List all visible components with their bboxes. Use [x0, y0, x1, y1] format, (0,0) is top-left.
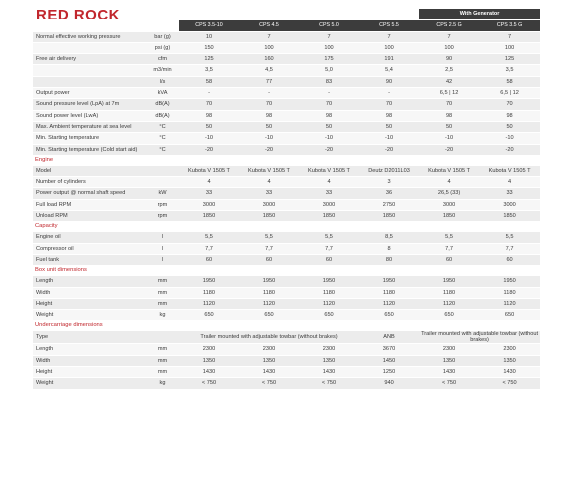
- table-row: [33, 367, 540, 378]
- cell-value: 33: [299, 188, 359, 199]
- column-header: CPS 2.5 G: [419, 20, 479, 31]
- cell-value: 50: [179, 121, 239, 132]
- table-row: [33, 243, 540, 254]
- cell-value: -: [239, 88, 299, 99]
- cell-value: 150: [179, 42, 239, 53]
- cell-value: -: [359, 88, 419, 99]
- cell-value: 3670: [359, 344, 419, 355]
- cell-value: < 750: [419, 378, 479, 389]
- cell-value-span: Trailer mounted with adjustable towbar (without brakes): [179, 331, 359, 344]
- row-unit: l/s: [146, 76, 179, 87]
- cell-value: 1950: [359, 276, 419, 287]
- cell-value: 5,5: [179, 232, 239, 243]
- table-row: [33, 144, 540, 155]
- cell-value: 1430: [419, 367, 479, 378]
- cell-value: Kubota V 1505 T: [179, 165, 239, 176]
- cell-value: 1950: [239, 276, 299, 287]
- table-row-type: [33, 331, 540, 344]
- cell-value: 7: [299, 31, 359, 42]
- cell-value: 3000: [299, 199, 359, 210]
- row-unit: [146, 331, 179, 344]
- cell-value: 1950: [299, 276, 359, 287]
- table-row: [33, 287, 540, 298]
- cell-value: 70: [479, 99, 540, 110]
- cell-value: 5,5: [479, 232, 540, 243]
- section-title: Engine: [33, 155, 540, 165]
- cell-value: 7,7: [419, 243, 479, 254]
- table-row: [33, 211, 540, 222]
- cell-value: 1120: [419, 298, 479, 309]
- cell-value: 650: [419, 310, 479, 321]
- row-unit: kg: [146, 378, 179, 389]
- cell-value: 160: [239, 54, 299, 65]
- table-row: [33, 110, 540, 121]
- cell-value: 1120: [239, 298, 299, 309]
- row-unit: l: [146, 232, 179, 243]
- cell-value: 5,5: [419, 232, 479, 243]
- cell-value: < 750: [479, 378, 540, 389]
- table-row: [33, 188, 540, 199]
- cell-value: 4: [479, 177, 540, 188]
- cell-value: Deutz D2011L03: [359, 165, 419, 176]
- cell-value: Kubota V 1505 T: [419, 165, 479, 176]
- row-unit: dB(A): [146, 99, 179, 110]
- cell-value: 2750: [359, 199, 419, 210]
- row-label: Power output @ normal shaft speed: [33, 188, 146, 199]
- model-header-row: [33, 20, 540, 31]
- table-row: [33, 310, 540, 321]
- cell-value: 60: [479, 254, 540, 265]
- row-unit: rpm: [146, 211, 179, 222]
- row-label: [33, 76, 146, 87]
- cell-value: 4: [179, 177, 239, 188]
- row-label: Weight: [33, 310, 146, 321]
- cell-value: -: [299, 88, 359, 99]
- cell-value: 2300: [239, 344, 299, 355]
- section-header-engine: [33, 155, 540, 165]
- row-unit: [146, 177, 179, 188]
- cell-value: 1350: [179, 355, 239, 366]
- table-row: [33, 276, 540, 287]
- cell-value: 98: [239, 110, 299, 121]
- column-header: CPS 5.0: [299, 20, 359, 31]
- column-header: CPS 5.5: [359, 20, 419, 31]
- cell-value: 70: [179, 99, 239, 110]
- cell-value: 60: [299, 254, 359, 265]
- cell-value: 6,5 | 12: [479, 88, 540, 99]
- cell-value: 70: [419, 99, 479, 110]
- cell-value: 1850: [299, 211, 359, 222]
- cell-value: 1180: [299, 287, 359, 298]
- row-unit: kg: [146, 310, 179, 321]
- cell-value: 100: [239, 42, 299, 53]
- cell-value: 98: [419, 110, 479, 121]
- cell-value: 1950: [419, 276, 479, 287]
- row-label: Unload RPM: [33, 211, 146, 222]
- cell-value: 83: [299, 76, 359, 87]
- cell-value: 5,5: [239, 232, 299, 243]
- row-label: Sound power level (LwA): [33, 110, 146, 121]
- table-row: [33, 165, 540, 176]
- row-label: Model: [33, 165, 146, 176]
- row-unit: kVA: [146, 88, 179, 99]
- row-unit: m3/min: [146, 65, 179, 76]
- row-label: Full load RPM: [33, 199, 146, 210]
- cell-value: 2,5: [419, 65, 479, 76]
- cell-value: 60: [419, 254, 479, 265]
- cell-value: 2300: [179, 344, 239, 355]
- row-label: Min. Starting temperature (Cold start aid): [33, 144, 146, 155]
- row-label: Fuel tank: [33, 254, 146, 265]
- row-label: Width: [33, 287, 146, 298]
- cell-value: 100: [479, 42, 540, 53]
- cell-value: 650: [299, 310, 359, 321]
- row-label: Height: [33, 367, 146, 378]
- cell-value: 2300: [419, 344, 479, 355]
- cell-value: 1950: [479, 276, 540, 287]
- cell-value: 125: [179, 54, 239, 65]
- table-row: [33, 133, 540, 144]
- cell-value: -20: [299, 144, 359, 155]
- row-unit: l: [146, 254, 179, 265]
- cell-value: 60: [179, 254, 239, 265]
- cell-value: 1180: [479, 287, 540, 298]
- row-unit: mm: [146, 298, 179, 309]
- cell-value: 3000: [419, 199, 479, 210]
- section-title: Box unit dimensions: [33, 266, 540, 276]
- section-header-capacity: [33, 222, 540, 232]
- cell-value: 98: [359, 110, 419, 121]
- row-label: Free air delivery: [33, 54, 146, 65]
- row-label: Output power: [33, 88, 146, 99]
- cell-value: 650: [179, 310, 239, 321]
- cell-value: 100: [299, 42, 359, 53]
- column-header: CPS 4.5: [239, 20, 299, 31]
- cell-value: 1430: [179, 367, 239, 378]
- cell-value: 60: [239, 254, 299, 265]
- cell-value: 50: [359, 121, 419, 132]
- cell-value: 33: [479, 188, 540, 199]
- cell-value: 1120: [299, 298, 359, 309]
- cell-value: 3: [359, 177, 419, 188]
- row-label: Sound pressure level (LpA) at 7m: [33, 99, 146, 110]
- cell-value: 7,7: [299, 243, 359, 254]
- table-row: [33, 88, 540, 99]
- row-unit: bar (g): [146, 31, 179, 42]
- cell-value: -10: [299, 133, 359, 144]
- row-unit: °C: [146, 144, 179, 155]
- cell-value: 26,5 (33): [419, 188, 479, 199]
- cell-value: -: [179, 88, 239, 99]
- cell-value: < 750: [179, 378, 239, 389]
- cell-value: Kubota V 1505 T: [239, 165, 299, 176]
- cell-value: 50: [299, 121, 359, 132]
- cell-value: 80: [359, 254, 419, 265]
- row-label: Normal effective working pressure: [33, 31, 146, 42]
- cell-value: 2300: [479, 344, 540, 355]
- cell-value: 36: [359, 188, 419, 199]
- row-label: [33, 65, 146, 76]
- cell-value: 1450: [359, 355, 419, 366]
- row-unit: cfm: [146, 54, 179, 65]
- cell-value: -10: [239, 133, 299, 144]
- cell-value: 4: [419, 177, 479, 188]
- cell-value: 1180: [239, 287, 299, 298]
- table-row: [33, 177, 540, 188]
- row-unit: psi (g): [146, 42, 179, 53]
- row-label: Length: [33, 344, 146, 355]
- cell-value: 70: [299, 99, 359, 110]
- row-label: [33, 42, 146, 53]
- cell-value: 4: [239, 177, 299, 188]
- row-unit: dB(A): [146, 110, 179, 121]
- cell-value: 1350: [419, 355, 479, 366]
- cell-value: 1430: [299, 367, 359, 378]
- cell-value: 5,0: [299, 65, 359, 76]
- cell-value: 70: [239, 99, 299, 110]
- cell-value: 650: [479, 310, 540, 321]
- cell-value: Kubota V 1505 T: [479, 165, 540, 176]
- spec-table: [33, 9, 540, 390]
- cell-value: 1850: [419, 211, 479, 222]
- table-row: [33, 42, 540, 53]
- table-row: [33, 76, 540, 87]
- cell-value: 650: [359, 310, 419, 321]
- cell-value: 58: [179, 76, 239, 87]
- row-unit: mm: [146, 367, 179, 378]
- row-label: Engine oil: [33, 232, 146, 243]
- section-title: Capacity: [33, 222, 540, 232]
- row-label: Compressor oil: [33, 243, 146, 254]
- row-label: Type: [33, 331, 146, 344]
- row-unit: [146, 165, 179, 176]
- section-header-undercarriage: [33, 321, 540, 331]
- cell-value: 4: [299, 177, 359, 188]
- column-header: CPS 3.5-10: [179, 20, 239, 31]
- cell-value: 7: [419, 31, 479, 42]
- row-unit: l: [146, 243, 179, 254]
- cell-value: 50: [479, 121, 540, 132]
- cell-value: 1250: [359, 367, 419, 378]
- table-row: [33, 121, 540, 132]
- cell-value: 125: [479, 54, 540, 65]
- cell-value: ANB: [359, 331, 419, 344]
- cell-value: 1180: [419, 287, 479, 298]
- cell-value: 2300: [299, 344, 359, 355]
- cell-value: -20: [479, 144, 540, 155]
- group-header-row: [33, 9, 540, 20]
- cell-value: 3,5: [179, 65, 239, 76]
- row-label: Weight: [33, 378, 146, 389]
- cell-value: -20: [239, 144, 299, 155]
- cell-value: 7,7: [239, 243, 299, 254]
- cell-value: 940: [359, 378, 419, 389]
- cell-value: 1180: [179, 287, 239, 298]
- cell-value: 175: [299, 54, 359, 65]
- table-row: [33, 99, 540, 110]
- cell-value: 100: [419, 42, 479, 53]
- cell-value: 1430: [479, 367, 540, 378]
- cell-value: 6,5 | 12: [419, 88, 479, 99]
- cell-value: 3000: [179, 199, 239, 210]
- cell-value: 98: [299, 110, 359, 121]
- cell-value: 1850: [179, 211, 239, 222]
- table-row: [33, 254, 540, 265]
- cell-value: -10: [179, 133, 239, 144]
- cell-value: -10: [419, 133, 479, 144]
- cell-value: -10: [359, 133, 419, 144]
- table-row: [33, 232, 540, 243]
- cell-value: 100: [359, 42, 419, 53]
- row-label: Min. Starting temperature: [33, 133, 146, 144]
- row-label: Length: [33, 276, 146, 287]
- table-row: [33, 298, 540, 309]
- row-unit: °C: [146, 121, 179, 132]
- table-row: [33, 355, 540, 366]
- cell-value: -20: [419, 144, 479, 155]
- cell-value: 1850: [359, 211, 419, 222]
- cell-value: < 750: [299, 378, 359, 389]
- cell-value: 1120: [179, 298, 239, 309]
- cell-value: 3000: [479, 199, 540, 210]
- spec-table-body: [33, 9, 540, 389]
- row-unit: mm: [146, 344, 179, 355]
- cell-value: 5,4: [359, 65, 419, 76]
- row-unit: °C: [146, 133, 179, 144]
- section-header-box: [33, 266, 540, 276]
- cell-value: 7,7: [179, 243, 239, 254]
- brand-logo: RED ROCK: [36, 7, 121, 24]
- cell-value: 8,5: [359, 232, 419, 243]
- cell-value: 7: [239, 31, 299, 42]
- cell-value: 1850: [479, 211, 540, 222]
- cell-value: 42: [419, 76, 479, 87]
- cell-value: 8: [359, 243, 419, 254]
- cell-value: 650: [239, 310, 299, 321]
- row-unit: mm: [146, 355, 179, 366]
- cell-value: 1350: [239, 355, 299, 366]
- cell-value: 3000: [239, 199, 299, 210]
- cell-value: 7: [359, 31, 419, 42]
- cell-value: 1950: [179, 276, 239, 287]
- row-label: Max. Ambient temperature at sea level: [33, 121, 146, 132]
- cell-value: 90: [359, 76, 419, 87]
- cell-value: 191: [359, 54, 419, 65]
- cell-value: < 750: [239, 378, 299, 389]
- row-unit: kW: [146, 188, 179, 199]
- with-generator-header: With Generator: [419, 9, 540, 20]
- cell-value: 50: [419, 121, 479, 132]
- cell-value-span: Trailer mounted with adjustable towbar (without brakes): [421, 331, 539, 344]
- cell-value: 77: [239, 76, 299, 87]
- cell-value: 1120: [479, 298, 540, 309]
- cell-value: -20: [179, 144, 239, 155]
- cell-value: Kubota V 1505 T: [299, 165, 359, 176]
- row-label: Width: [33, 355, 146, 366]
- section-title: Undercarriage dimensions: [33, 321, 540, 331]
- cell-value: 4,5: [239, 65, 299, 76]
- row-label: Number of cylinders: [33, 177, 146, 188]
- cell-value: 1180: [359, 287, 419, 298]
- cell-value: 7,7: [479, 243, 540, 254]
- cell-value: 33: [179, 188, 239, 199]
- row-unit: rpm: [146, 199, 179, 210]
- cell-value: 1120: [359, 298, 419, 309]
- column-header: CPS 3.5 G: [479, 20, 540, 31]
- cell-value: 3,5: [479, 65, 540, 76]
- cell-value: 70: [359, 99, 419, 110]
- table-row: [33, 199, 540, 210]
- cell-value: 1850: [239, 211, 299, 222]
- cell-value: 10: [179, 31, 239, 42]
- cell-value: 1350: [299, 355, 359, 366]
- cell-value: 90: [419, 54, 479, 65]
- table-row: [33, 378, 540, 389]
- cell-value: -20: [359, 144, 419, 155]
- cell-value: 98: [179, 110, 239, 121]
- cell-value: 58: [479, 76, 540, 87]
- table-row: [33, 31, 540, 42]
- table-row: [33, 65, 540, 76]
- table-row: [33, 344, 540, 355]
- row-label: Height: [33, 298, 146, 309]
- cell-value: -10: [479, 133, 540, 144]
- cell-value: 33: [239, 188, 299, 199]
- cell-value: 5,5: [299, 232, 359, 243]
- cell-value: 50: [239, 121, 299, 132]
- row-unit: mm: [146, 276, 179, 287]
- cell-value: 1430: [239, 367, 299, 378]
- cell-value: 7: [479, 31, 540, 42]
- row-unit: mm: [146, 287, 179, 298]
- cell-value: 1350: [479, 355, 540, 366]
- table-row: [33, 54, 540, 65]
- cell-value: 98: [479, 110, 540, 121]
